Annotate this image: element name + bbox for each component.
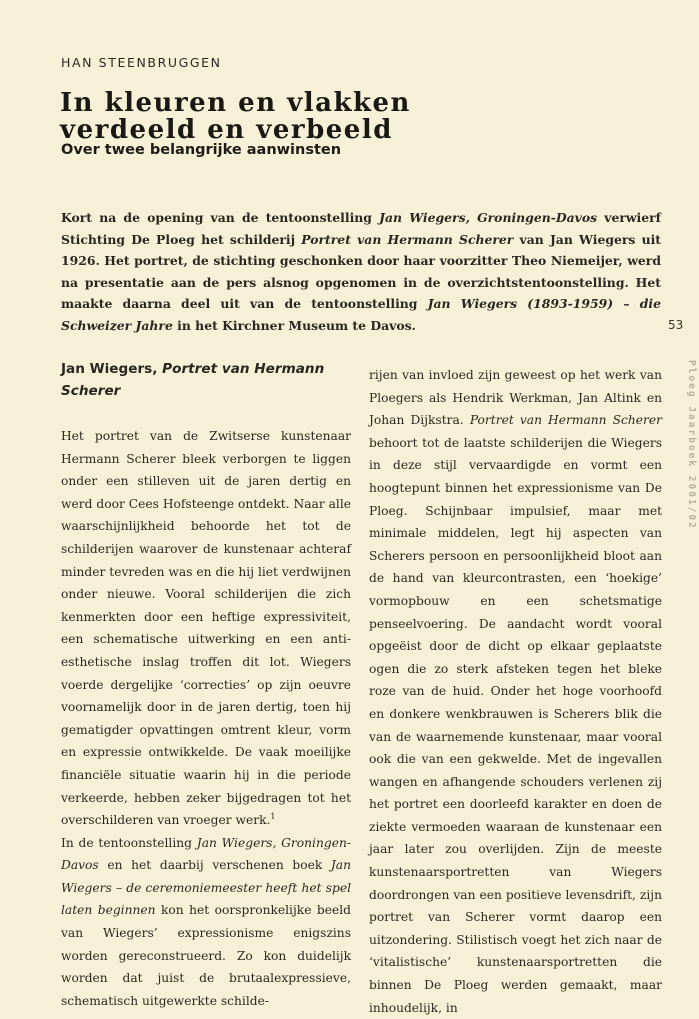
title-line-2: verdeeld en verbeeld — [60, 115, 393, 145]
paragraph-text: rijen van invloed zijn geweest op het werk van Ploegers als Hendrik Werkman, Jan Altink en Johan Dijkstra. — [369, 368, 662, 428]
lead-text: verwierf Stichting De Ploeg het schilderij — [61, 210, 661, 247]
paragraph-text: en het daarbij verschenen boek — [98, 858, 331, 873]
lead-text: van Jan Wiegers uit 1926. Het portret, de stichting geschonken door haar voorzitter Theo Niemeijer, werd na presentatie aan de pers alsnog opgenomen in de overzichtstentoonstelling. Het maakte daarna deel uit van de tentoonstelling — [61, 231, 662, 311]
left-column — [61, 358, 351, 1012]
body-paragraph — [61, 425, 351, 832]
article-title — [60, 90, 660, 144]
paragraph-text: In de tentoonstelling — [61, 835, 197, 850]
page-number: 53 — [668, 318, 684, 332]
footnote-marker[interactable]: 1 — [270, 812, 276, 822]
sidebar-running-title — [683, 360, 697, 610]
paragraph-text: kon het oorspronkelijke beeld van Wiegers’ expressionisme enigszins worden gereconstrueerd. Zo kon duidelijk worden dat juist de brutaalexpressieve, schematisch uitgewerkte schilde- — [61, 903, 351, 1008]
paragraph-text: behoort tot de laatste schilderijen die Wiegers in deze stijl vervaardigde en vormt een hoogtepunt binnen het expressionisme van De Ploeg. Schijnbaar impulsief, maar met minimale middelen, legt hij aspecten van Scherers persoon en persoonlijkheid bloot aan de hand van kleurcontrasten, een ‘hoekige’ vormopbouw en een schetsmatige penseelvoering. De aandacht wordt vooral opgeëist door de dicht op elkaar geplaatste ogen die zo sterk afsteken tegen het bleke roze van de huid. Onder het hoge voorhoofd en donkere wenkbrauwen is Scherers blik die van de waarnemende kunstenaar, maar vooral ook die van een gekwelde. Met de ingevallen wangen en afhangende schouders verlenen zij het portret een doorleefd karakter en doen de ziekte vermoeden waaraan de kunstenaar een jaar later zou overlijden. Zijn de meeste kunstenaarsportretten van Wiegers doordrongen van een positieve levensdrift, zijn portret van Scherer vormt daarop een uitzondering. Stilistisch voegt het zich naar de ‘vitalistische’ kunstenaarsportretten die binnen De Ploeg werden gemaakt, maar inhoudelijk, in — [369, 435, 662, 1015]
author-name: HAN STEENBRUGGEN — [61, 55, 222, 70]
italic-title: Portret van Hermann Scherer — [469, 413, 663, 428]
section-heading — [61, 358, 351, 402]
italic-title: Jan Wiegers – de ceremoniemeester heeft het spel laten beginnen — [61, 858, 351, 918]
sidebar-text: Ploeg Jaarboek 2001/02 — [686, 360, 697, 530]
body-paragraph — [369, 364, 662, 1019]
article-subtitle: Over twee belangrijke aanwinsten — [61, 142, 342, 158]
lead-italic-title: Jan Wiegers (1893-1959) – die Schweizer Jahre — [61, 296, 661, 333]
heading-italic-title: Portret van Hermann Scherer — [61, 361, 325, 399]
heading-text: Jan Wiegers, — [61, 361, 163, 377]
lead-text: in het Kirchner Museum te Davos. — [172, 317, 416, 333]
lead-text: Kort na de opening van de tentoonstelling — [61, 210, 380, 225]
lead-paragraph — [61, 207, 661, 336]
right-column — [369, 364, 662, 1019]
lead-italic-title: Jan Wiegers, Groningen-Davos — [379, 210, 598, 225]
paragraph-text: Het portret van de Zwitserse kunstenaar Hermann Scherer bleek verborgen te liggen onder een stilleven uit de jaren dertig en werd door Cees Hofsteenge ontdekt. Naar alle waarschijnlijkheid behoorde het tot de schilderijen waarover de kunstenaar achteraf minder tevreden was en die hij liet verdwijnen onder nieuwe. Vooral schilderijen die zich kenmerkten door een heftige expressiviteit, een schematische uitwerking en een anti-esthetische inslag troffen dit lot. Wiegers voerde dergelijke ‘correcties’ op zijn oeuvre voornamelijk door in de jaren dertig, toen hij gematigder opvattingen omtrent kleur, vorm en expressie ontwikkelde. De vaak moeilijke financiële situatie waarin hij in die periode verkeerde, hebben zeker bijgedragen tot het overschilderen van vroeger werk. — [61, 429, 351, 828]
lead-italic-title: Portret van Hermann Scherer — [301, 231, 514, 247]
title-line-1: In kleuren en vlakken — [60, 88, 411, 118]
body-paragraph — [61, 832, 351, 1013]
italic-title: Jan Wiegers, Groningen-Davos — [61, 835, 351, 873]
